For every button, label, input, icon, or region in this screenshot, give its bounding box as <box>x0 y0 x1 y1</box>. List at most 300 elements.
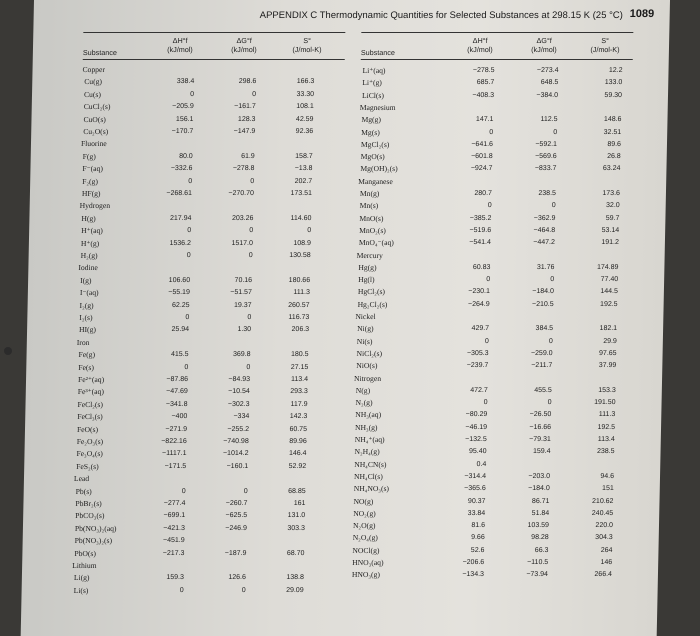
s-value: 32.0 <box>605 202 620 210</box>
dh-value: −400 <box>171 413 188 421</box>
dh-value: −132.5 <box>465 436 487 443</box>
dg-value: 0 <box>243 487 248 495</box>
dg-value: −302.3 <box>227 400 250 408</box>
dh-value: 0.4 <box>476 460 487 468</box>
dh-value: 0 <box>179 586 184 594</box>
s-value: 202.7 <box>294 177 313 185</box>
substance-name: MgO(s) <box>360 152 385 162</box>
dh-value: 429.7 <box>471 325 490 333</box>
dh-value: −341.8 <box>165 400 188 408</box>
dh-value: 0 <box>190 90 195 98</box>
s-value: 68.85 <box>288 487 306 495</box>
dh-value: −46.19 <box>465 423 488 431</box>
col-dh-right: ΔH°f (kJ/mol) <box>467 36 493 54</box>
dg-value: −259.0 <box>530 349 553 357</box>
substance-name: NH₄NO₃(s) <box>353 484 390 494</box>
dg-value: 61.9 <box>241 152 255 160</box>
s-value: 27.15 <box>290 363 309 371</box>
s-value: 59.30 <box>604 91 623 99</box>
dg-value: 0 <box>252 90 257 98</box>
dg-value: −187.9 <box>224 549 247 557</box>
s-value: 52.92 <box>288 462 307 470</box>
dh-value: 81.6 <box>471 522 486 530</box>
s-value: 192.5 <box>597 423 616 431</box>
substance-name: Fe²⁺(aq) <box>77 375 105 384</box>
substance-name: Ni(g) <box>357 324 374 334</box>
group-heading: Iodine <box>78 263 98 273</box>
substance-name: Fe³⁺(aq) <box>77 387 104 397</box>
substance-name: CuO(s) <box>83 114 106 124</box>
s-value: 29.9 <box>603 337 617 345</box>
dg-value: −10.54 <box>228 388 250 396</box>
dg-value: −203.0 <box>528 472 551 480</box>
dh-value: −55.19 <box>168 289 190 297</box>
dg-value: 112.5 <box>540 116 558 124</box>
dg-value: −160.1 <box>226 462 249 470</box>
s-value: 12.2 <box>608 67 623 74</box>
dh-value: −365.6 <box>464 485 486 493</box>
s-value: 238.5 <box>596 448 615 456</box>
dh-value: −264.9 <box>467 300 490 308</box>
s-value: 144.5 <box>600 288 618 296</box>
s-value: 68.70 <box>286 549 305 557</box>
substance-name: Pb(s) <box>75 486 92 496</box>
dg-value: −384.0 <box>536 91 559 99</box>
dg-value: −255.2 <box>227 425 250 433</box>
substance-name: Hg₂Cl₂(s) <box>357 299 388 309</box>
s-value: 260.57 <box>288 301 310 309</box>
s-value: 180.66 <box>288 276 311 284</box>
s-value: 174.89 <box>596 263 619 271</box>
substance-name: FeCl₃(s) <box>77 412 103 422</box>
dh-value: 80.0 <box>179 152 193 160</box>
dg-value: 0 <box>547 399 552 407</box>
s-value: 108.1 <box>296 103 314 111</box>
dh-value: 0 <box>486 276 491 284</box>
substance-name: Cu(s) <box>83 89 101 99</box>
dg-value: 238.5 <box>538 190 557 197</box>
dg-value: 1517.0 <box>231 239 253 247</box>
substance-name: MnO(s) <box>359 213 384 223</box>
substance-name: F₂(g) <box>82 176 99 186</box>
binder-hole-icon <box>4 347 12 355</box>
s-value: 131.0 <box>287 512 306 520</box>
group-heading: Manganese <box>358 176 393 186</box>
dh-value: 0 <box>489 128 494 136</box>
s-value: 0 <box>307 227 312 235</box>
dg-value: 384.5 <box>535 325 554 333</box>
dh-value: −541.4 <box>469 239 491 247</box>
s-value: 89.96 <box>289 438 307 445</box>
dh-value: 147.1 <box>475 116 494 124</box>
substance-name: H⁺(g) <box>80 238 100 248</box>
s-value: 133.0 <box>604 79 623 87</box>
s-value: 138.8 <box>286 574 304 582</box>
substance-name: N₂H₄(g) <box>354 447 380 457</box>
dh-value: −206.6 <box>462 559 485 566</box>
dg-value: 0 <box>551 202 556 210</box>
dh-value: 0 <box>483 399 488 407</box>
dg-value: −625.5 <box>225 512 248 520</box>
dh-value: −305.3 <box>466 349 489 357</box>
dg-value: −464.8 <box>533 226 556 234</box>
s-value: 153.3 <box>598 386 616 394</box>
dg-value: −260.7 <box>225 500 248 507</box>
dh-value: 0 <box>181 487 186 495</box>
dg-value: 1.30 <box>237 326 252 334</box>
s-value: 114.60 <box>290 214 312 222</box>
substance-name: HF(g) <box>81 189 101 198</box>
dg-value: 159.4 <box>532 448 551 456</box>
substance-name: Li(s) <box>73 585 89 595</box>
s-value: 142.3 <box>289 413 308 421</box>
substance-name: Pb(NO₃)₂(aq) <box>74 523 117 533</box>
dh-value: 0 <box>487 202 492 210</box>
s-value: 94.6 <box>600 472 615 480</box>
dg-value: 0 <box>249 227 254 235</box>
dg-value: −246.9 <box>225 524 248 532</box>
group-heading: Nitrogen <box>353 373 382 383</box>
substance-name: N(g) <box>355 385 371 395</box>
s-value: 117.9 <box>290 400 308 408</box>
s-value: 191.2 <box>601 239 619 247</box>
group-heading: Copper <box>82 65 105 74</box>
substance-name: H₂(g) <box>80 251 98 260</box>
s-value: 303.3 <box>287 524 306 532</box>
substance-name: HNO₃(g) <box>351 570 381 580</box>
s-value: 161 <box>293 500 306 507</box>
substance-name: H(g) <box>81 213 96 223</box>
col-dg: ΔG°f (kJ/mol) <box>231 36 257 54</box>
dh-value: 0 <box>187 227 192 235</box>
page-header <box>33 8 669 24</box>
s-value: 42.59 <box>295 115 314 123</box>
dg-value: 86.71 <box>531 497 550 505</box>
group-heading: Nickel <box>355 312 376 321</box>
col-substance: Substance <box>82 48 117 57</box>
substance-name: Fe₃O₄(s) <box>76 449 103 459</box>
dg-value: 369.8 <box>232 351 251 359</box>
dg-value: 103.59 <box>527 522 550 530</box>
dg-value: 648.5 <box>540 79 559 87</box>
substance-name: Fe₂O₃(s) <box>76 437 104 446</box>
dg-value: 0 <box>247 314 252 321</box>
dg-value: 98.28 <box>531 534 549 542</box>
s-value: 240.45 <box>591 509 614 517</box>
s-value: 293.3 <box>290 388 308 396</box>
dg-value: −161.7 <box>234 103 256 111</box>
dg-value: −51.57 <box>230 289 252 297</box>
dh-value: −239.7 <box>466 362 489 370</box>
substance-name: Mn(g) <box>359 189 380 198</box>
substance-name: NH₄⁺(aq) <box>354 435 385 444</box>
substance-name: F⁻(aq) <box>82 164 104 174</box>
s-value: 173.51 <box>290 190 313 197</box>
substance-name: HgCl₂(s) <box>357 287 386 297</box>
dh-value: −277.4 <box>163 500 186 507</box>
s-value: 220.0 <box>595 522 614 530</box>
dh-value: −87.86 <box>166 376 189 383</box>
group-heading: Magnesium <box>359 102 396 112</box>
dh-value: −699.1 <box>163 512 186 520</box>
substance-name: Ni(s) <box>356 336 373 346</box>
dh-value: 685.7 <box>476 79 495 87</box>
dh-value: 95.40 <box>468 448 487 456</box>
textbook-page <box>21 0 670 636</box>
group-heading: Fluorine <box>80 139 107 149</box>
dh-value: 106.60 <box>168 276 191 284</box>
substance-name: Cu(g) <box>84 77 103 87</box>
page-title: APPENDIX C Thermodynamic Quantities for Selected Substances at 298.15 K (25 °C) <box>259 10 624 21</box>
s-value: 210.62 <box>592 497 614 505</box>
s-value: 60.75 <box>289 425 308 433</box>
dh-value: −519.6 <box>469 226 492 234</box>
dg-value: −210.5 <box>531 300 554 308</box>
dg-value: −147.9 <box>233 128 256 135</box>
dg-value: 126.6 <box>228 574 246 582</box>
s-value: 116.73 <box>288 314 310 321</box>
group-heading: Lead <box>73 474 90 484</box>
s-value: 130.58 <box>289 252 311 259</box>
substance-name: Mg(g) <box>361 115 381 125</box>
substance-name: NiCl₂(s) <box>356 348 383 358</box>
dg-value: −592.1 <box>535 140 558 148</box>
s-value: 63.24 <box>602 165 621 173</box>
substance-name: CuCl₂(s) <box>83 102 111 112</box>
substance-name: MnO₄⁻(aq) <box>358 238 394 248</box>
dh-value: −47.69 <box>166 388 188 396</box>
dg-value: −79.31 <box>529 436 551 443</box>
s-value: 59.7 <box>605 214 620 222</box>
substance-name: NO(g) <box>353 496 374 506</box>
substance-name: N₂O₄(g) <box>352 533 378 543</box>
dh-value: 0 <box>188 177 193 185</box>
dh-value: 0 <box>484 337 489 345</box>
dg-value: −1014.2 <box>222 450 249 458</box>
dg-value: −184.0 <box>532 288 554 296</box>
dg-value: 31.76 <box>536 263 555 271</box>
s-value: 166.3 <box>296 78 315 86</box>
dg-value: 455.5 <box>534 386 552 394</box>
dg-value: −26.50 <box>529 411 552 419</box>
substance-name: Hg(l) <box>358 275 375 285</box>
dh-value: 0 <box>186 252 191 259</box>
dh-value: −271.9 <box>165 425 188 433</box>
substance-name: MnO₂(s) <box>359 225 386 235</box>
dh-value: −601.8 <box>471 153 493 161</box>
col-s-right: S° (J/mol-K) <box>590 36 620 54</box>
dh-value: −268.61 <box>166 190 193 197</box>
col-dh: ΔH°f (kJ/mol) <box>167 36 193 54</box>
substance-name: I₂(s) <box>79 313 93 322</box>
dh-value: 25.94 <box>171 326 190 334</box>
dg-value: 0 <box>553 128 558 136</box>
dg-value: 70.16 <box>234 276 253 284</box>
dg-value: 0 <box>548 337 553 345</box>
dg-value: −270.70 <box>228 190 255 197</box>
s-value: 113.4 <box>290 376 309 383</box>
dh-value: −278.5 <box>472 67 495 74</box>
dh-value: 338.4 <box>176 78 195 86</box>
substance-name: NH₃(aq) <box>355 410 382 420</box>
dh-value: −205.9 <box>172 103 194 111</box>
substance-name: Mg(s) <box>361 127 380 137</box>
s-value: 29.09 <box>286 586 304 594</box>
dg-value: −278.8 <box>232 165 255 173</box>
group-heading: Iron <box>76 337 90 347</box>
s-value: 77.40 <box>600 276 619 284</box>
dg-value: 128.3 <box>237 115 256 123</box>
s-value: 304.3 <box>595 534 613 542</box>
dh-value: −822.16 <box>161 438 187 445</box>
group-heading: Lithium <box>72 561 97 570</box>
s-value: 148.6 <box>603 116 622 124</box>
s-value: 264 <box>600 546 613 554</box>
dh-value: 415.5 <box>170 351 189 359</box>
group-heading: Hydrogen <box>79 201 111 211</box>
dg-value: −334 <box>233 413 250 421</box>
dg-value: −73.94 <box>526 571 549 579</box>
dg-value: 66.3 <box>534 546 549 554</box>
dh-value: −641.6 <box>471 140 494 148</box>
dh-value: −385.2 <box>469 214 492 222</box>
substance-name: NH₃(g) <box>354 422 378 432</box>
dg-value: −16.66 <box>529 423 552 431</box>
dh-value: −134.3 <box>462 571 485 579</box>
s-value: −13.8 <box>294 165 313 173</box>
dh-value: 280.7 <box>474 190 493 197</box>
substance-name: PbCO₃(s) <box>75 511 105 521</box>
s-value: 182.1 <box>599 325 618 333</box>
s-value: 37.99 <box>598 362 617 370</box>
dg-value: 0 <box>241 586 246 594</box>
substance-name: FeCl₂(s) <box>77 399 104 409</box>
dh-value: −314.4 <box>464 472 487 480</box>
dg-value: 203.26 <box>231 214 254 222</box>
substance-name: LiCl(s) <box>361 90 385 100</box>
s-value: 111.3 <box>598 411 616 419</box>
dh-value: 52.6 <box>470 546 485 554</box>
dh-value: 9.66 <box>471 534 485 542</box>
substance-name: FeO(s) <box>76 424 99 434</box>
col-dg-right: ΔG°f (kJ/mol) <box>531 36 557 54</box>
s-value: 113.4 <box>597 436 615 443</box>
dh-value: −171.5 <box>164 462 187 470</box>
dg-value: 0 <box>550 276 555 284</box>
substance-name: NH₄Cl(s) <box>353 471 383 481</box>
substance-name: Hg(g) <box>358 262 377 272</box>
dh-value: 159.3 <box>166 574 184 582</box>
s-value: 191.50 <box>594 399 616 407</box>
dg-value: −184.0 <box>528 485 550 493</box>
dg-value: −740.98 <box>223 438 249 445</box>
s-value: 92.36 <box>295 128 314 135</box>
dg-value: −110.5 <box>527 559 549 566</box>
substance-name: Fe(g) <box>78 350 96 360</box>
s-value: 32.51 <box>603 128 622 136</box>
substance-name: N₂(g) <box>355 398 373 408</box>
substance-name: FeS₂(s) <box>76 461 99 471</box>
dg-value: 298.6 <box>238 78 257 86</box>
dh-value: −170.7 <box>171 128 194 135</box>
col-s: S° (J/mol-K) <box>292 36 322 54</box>
substance-name: Li⁺(aq) <box>362 66 386 75</box>
dg-value: 19.37 <box>234 301 252 309</box>
dg-value: 51.84 <box>531 509 550 517</box>
dh-value: 0 <box>184 363 189 371</box>
group-heading: Mercury <box>356 250 383 260</box>
dh-value: −230.1 <box>468 288 490 296</box>
dh-value: 33.84 <box>467 509 486 517</box>
substance-name: Cu₂O(s) <box>83 127 109 136</box>
dh-value: 472.7 <box>470 386 488 394</box>
substance-name: Fe(s) <box>78 362 95 372</box>
dg-value: −362.9 <box>533 214 556 222</box>
substance-name: I(g) <box>80 275 92 285</box>
substance-name: HI(g) <box>78 325 97 335</box>
dh-value: 60.83 <box>472 263 491 271</box>
substance-name: N₂O(g) <box>352 521 376 531</box>
substance-name: NO₂(g) <box>353 508 376 518</box>
s-value: 108.9 <box>293 239 311 247</box>
dh-value: −451.9 <box>162 537 185 545</box>
substance-name: I⁻(aq) <box>79 288 99 298</box>
substance-name: I₂(g) <box>79 300 94 310</box>
s-value: 266.4 <box>594 571 613 579</box>
substance-name: Li⁺(g) <box>362 78 382 88</box>
dh-value: −924.7 <box>470 165 493 173</box>
substance-name: NOCl(g) <box>352 545 380 555</box>
page-number: 1089 <box>629 8 655 20</box>
dh-value: −332.6 <box>170 165 193 173</box>
substance-name: HNO₃(aq) <box>352 558 384 567</box>
s-value: 97.65 <box>598 349 617 357</box>
substance-name: Mg(OH)₂(s) <box>360 164 398 174</box>
s-value: 151 <box>602 485 614 493</box>
dh-value: 0 <box>185 314 190 321</box>
substance-name: NiO(s) <box>356 361 378 371</box>
s-value: 180.5 <box>290 351 309 359</box>
s-value: 173.6 <box>602 190 621 197</box>
dh-value: −1117.1 <box>161 450 187 458</box>
substance-name: Li(g) <box>73 573 90 583</box>
col-substance-right: Substance <box>360 48 395 57</box>
dh-value: −408.3 <box>472 91 495 99</box>
s-value: 53.14 <box>601 226 620 234</box>
dg-value: −273.4 <box>536 67 559 74</box>
s-value: 206.3 <box>291 326 310 334</box>
dh-value: 62.25 <box>172 301 190 309</box>
s-value: 146 <box>600 559 613 566</box>
dg-value: 0 <box>246 363 251 371</box>
substance-name: Mn(s) <box>359 201 379 211</box>
dh-value: −421.3 <box>163 524 186 532</box>
dg-value: 0 <box>250 177 255 185</box>
substance-name: H⁺(aq) <box>81 226 103 236</box>
dg-value: −569.6 <box>535 153 557 161</box>
s-value: 111.3 <box>293 289 310 297</box>
left-margin <box>0 0 10 636</box>
substance-name: PbO(s) <box>74 548 97 558</box>
substance-name: Pb(NO₃)₂(s) <box>74 536 113 546</box>
dh-value: 1536.2 <box>169 239 191 247</box>
substance-name: F(g) <box>82 151 96 161</box>
dh-value: −80.29 <box>465 411 488 419</box>
dh-value: 217.94 <box>169 214 192 222</box>
substance-name: NH₄CN(s) <box>354 459 387 469</box>
dg-value: −84.93 <box>228 376 251 383</box>
dg-value: −211.7 <box>531 362 553 370</box>
